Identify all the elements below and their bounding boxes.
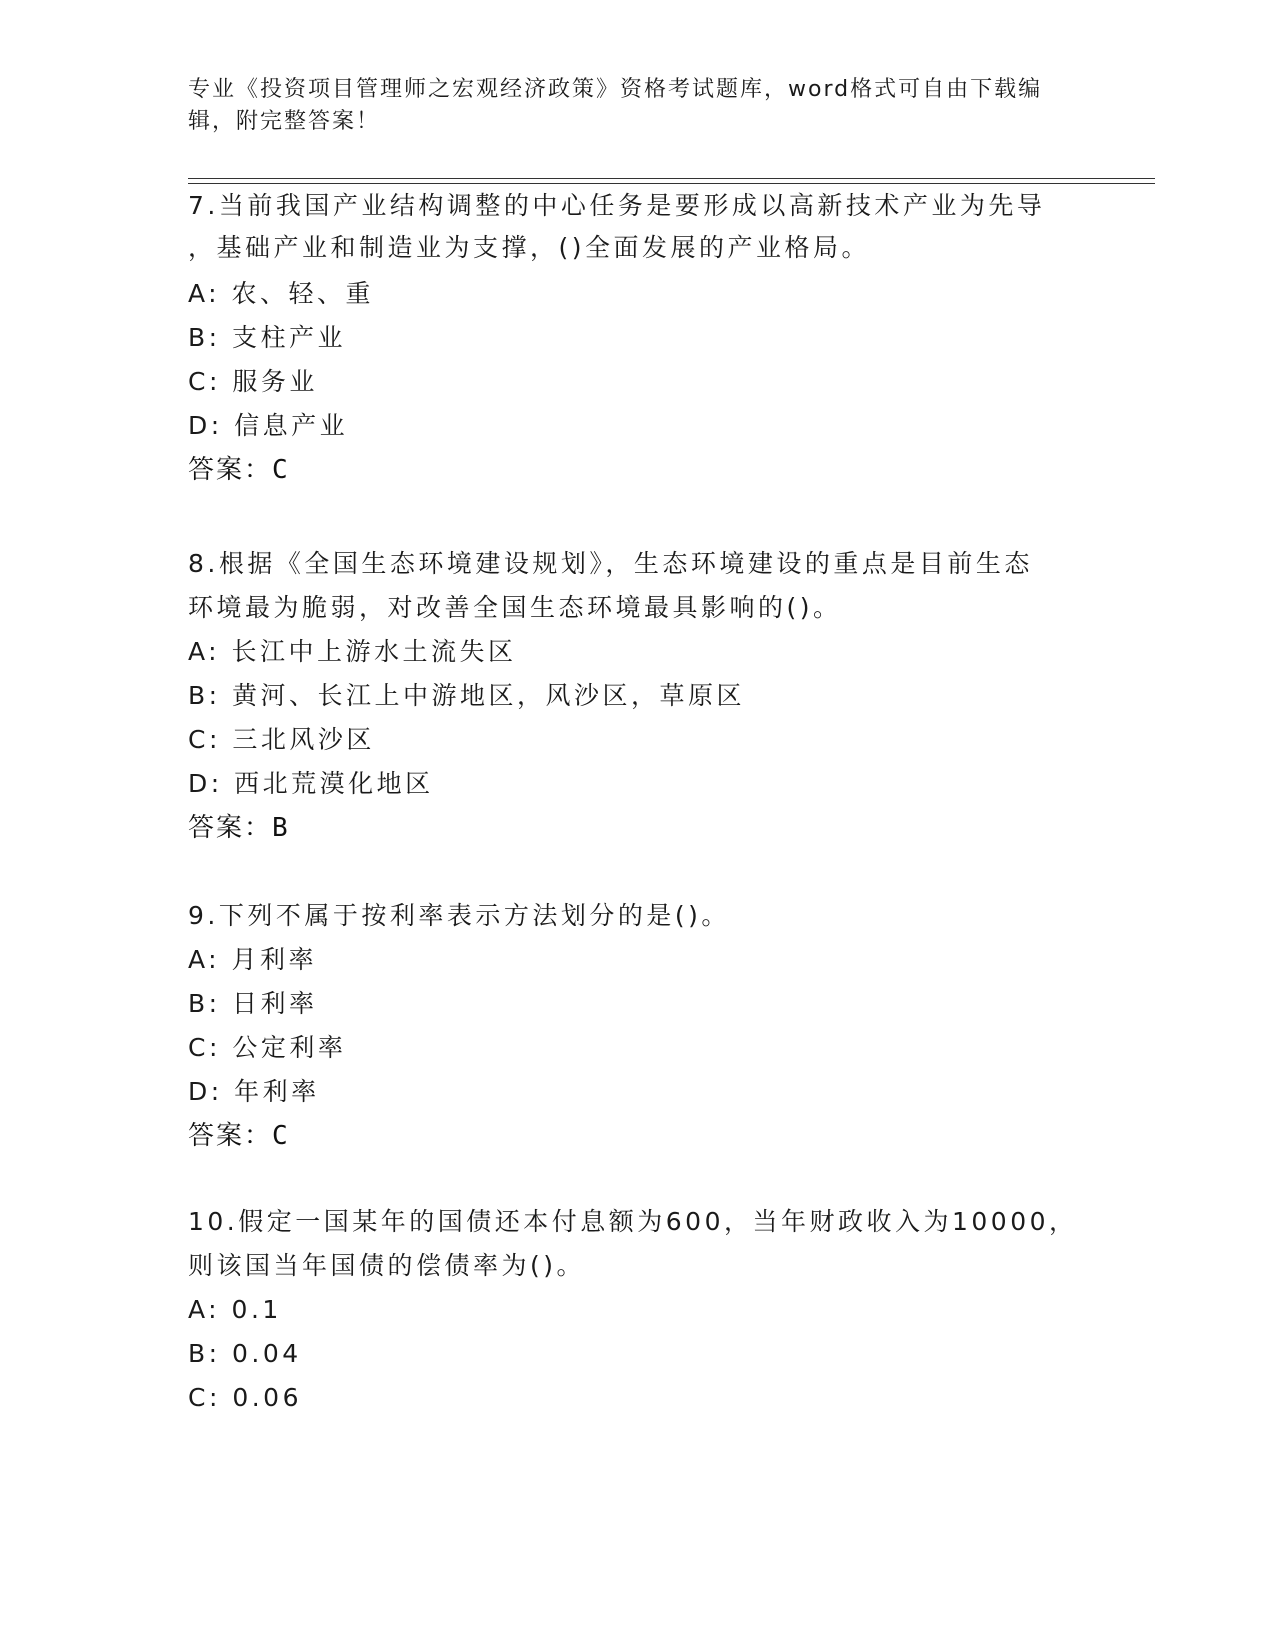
answer-label: 答案： [188,813,273,843]
option-c: C: 三北风沙区 [188,725,375,754]
question-stem-line: ，基础产业和制造业为支撑，()全面发展的产业格局。 [188,233,871,262]
header-divider-top [188,178,1155,179]
option-a: A: 农、轻、重 [188,279,375,308]
option-c: C: 0.06 [188,1383,302,1412]
option-a: A: 月利率 [188,945,318,974]
answer-label: 答案： [188,455,273,485]
question-stem-line: 则该国当年国债的偿债率为()。 [188,1251,586,1280]
question-stem-line: 7.当前我国产业结构调整的中心任务是要形成以高新技术产业为先导 [188,191,1046,220]
answer-label: 答案： [188,1121,273,1151]
option-d: D: 年利率 [188,1077,320,1106]
question-stem-line: 8.根据《全国生态环境建设规划》，生态环境建设的重点是目前生态 [188,549,1033,578]
option-b: B: 日利率 [188,989,318,1018]
answer-value: C [272,455,290,485]
answer-value: B [272,813,290,843]
option-c: C: 服务业 [188,367,318,396]
option-d: D: 西北荒漠化地区 [188,769,434,798]
question-stem-line: 10.假定一国某年的国债还本付息额为600，当年财政收入为10000， [188,1207,1078,1236]
header-divider-bottom [188,183,1155,184]
option-c: C: 公定利率 [188,1033,347,1062]
option-b: B: 黄河、长江上中游地区，风沙区，草原区 [188,681,746,710]
answer-value: C [272,1121,290,1151]
document-header: 专业《投资项目管理师之宏观经济政策》资格考试题库，word格式可自由下载编辑，附完整答案！ [188,77,1043,134]
answer-line [188,812,290,844]
option-b: B: 支柱产业 [188,323,347,352]
option-a: A: 长江中上游水土流失区 [188,637,517,666]
option-d: D: 信息产业 [188,411,349,440]
question-stem-line: 环境最为脆弱，对改善全国生态环境最具影响的()。 [188,593,842,622]
option-a: A: 0.1 [188,1295,282,1324]
option-b: B: 0.04 [188,1339,302,1368]
question-stem-line: 9.下列不属于按利率表示方法划分的是()。 [188,901,730,930]
answer-line [188,1120,290,1152]
answer-line [188,454,290,486]
